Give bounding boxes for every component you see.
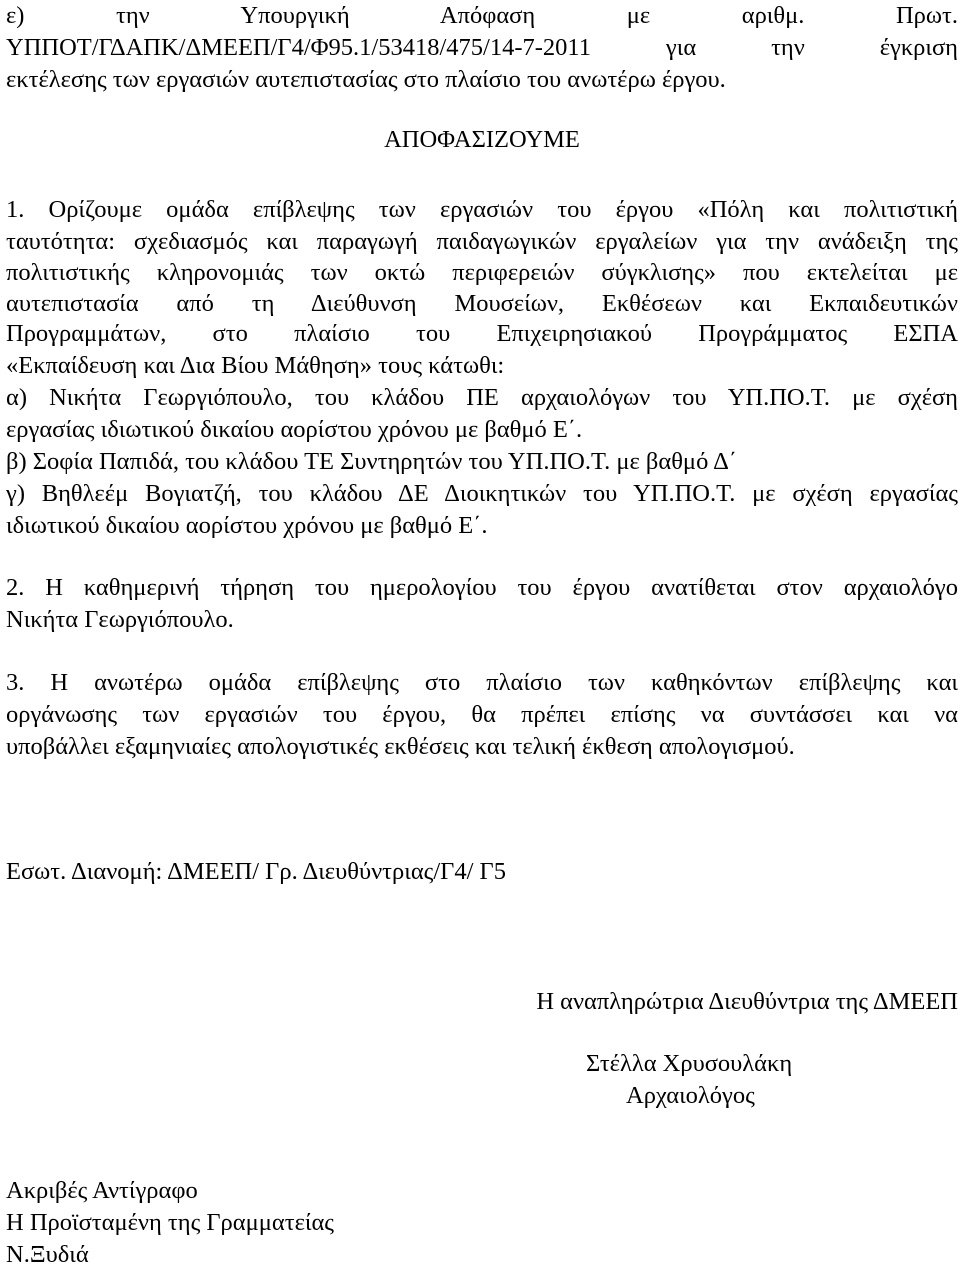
item1-line-9: β) Σοφία Παπιδά, του κλάδου ΤΕ Συντηρητών του ΥΠ.ΠΟ.Τ. με βαθμό Δ΄: [6, 448, 738, 475]
item1-line-4: αυτεπιστασία από τη Διεύθυνση Μουσείων, Εκθέσεων και Εκπαιδευτικών: [6, 290, 958, 317]
certification-line-3: Ν.Ξυδιά: [6, 1241, 89, 1268]
item2-line-2: Νικήτα Γεωργιόπουλο.: [6, 606, 234, 633]
item1-line-6: «Εκπαίδευση και Δια Βίου Μάθηση» τους κάτωθι:: [6, 352, 505, 379]
signature-name: Στέλλα Χρυσουλάκη: [586, 1050, 793, 1077]
internal-distribution: Εσωτ. Διανομή: ΔΜΕΕΠ/ Γρ. Διευθύντριας/Γ4/ Γ5: [6, 858, 506, 885]
item1-line-2: ταυτότητα: σχεδιασμός και παραγωγή παιδαγωγικών εργαλείων για την ανάδειξη της: [6, 228, 958, 255]
item1-line-5: Προγραμμάτων, στο πλαίσιο του Επιχειρησιακού Προγράμματος ΕΣΠΑ: [6, 320, 958, 347]
item1-line-10: γ) Βηθλεέμ Βογιατζή, του κλάδου ΔΕ Διοικητικών του ΥΠ.ΠΟ.Τ. με σχέση εργασίας: [6, 480, 958, 507]
decision-heading: ΑΠΟΦΑΣΙΖΟΥΜΕ: [384, 126, 580, 153]
decision-ref-line-3: εκτέλεσης των εργασιών αυτεπιστασίας στο πλαίσιο του ανωτέρω έργου.: [6, 66, 726, 93]
signature-role: Αρχαιολόγος: [626, 1082, 755, 1109]
item1-line-11: ιδιωτικού δικαίου αορίστου χρόνου με βαθμό Ε΄.: [6, 512, 488, 539]
item1-line-8: εργασίας ιδιωτικού δικαίου αορίστου χρόνου με βαθμό Ε΄.: [6, 416, 583, 443]
item3-line-2: οργάνωσης των εργασιών του έργου, θα πρέπει επίσης να συντάσσει και να: [6, 701, 958, 728]
item1-line-3: πολιτιστικής κληρονομιάς των οκτώ περιφερειών σύγκλισης» που εκτελείται με: [6, 259, 958, 286]
item2-line-1: 2. Η καθημερινή τήρηση του ημερολογίου του έργου ανατίθεται στον αρχαιολόγο: [6, 574, 958, 601]
certification-line-1: Ακριβές Αντίγραφο: [6, 1177, 198, 1204]
decision-ref-line-1: ε) την Υπουργική Απόφαση με αριθμ. Πρωτ.: [6, 2, 958, 29]
item1-line-1: 1. Ορίζουμε ομάδα επίβλεψης των εργασιών του έργου «Πόλη και πολιτιστική: [6, 196, 958, 223]
signature-title: Η αναπληρώτρια Διευθύντρια της ΔΜΕΕΠ: [536, 988, 958, 1015]
certification-line-2: Η Προϊσταμένη της Γραμματείας: [6, 1209, 334, 1236]
decision-ref-line-2: ΥΠΠΟΤ/ΓΔΑΠΚ/ΔΜΕΕΠ/Γ4/Φ95.1/53418/475/14-7-2011 για την έγκριση: [6, 34, 958, 61]
item1-line-7: α) Νικήτα Γεωργιόπουλο, του κλάδου ΠΕ αρχαιολόγων του ΥΠ.ΠΟ.Τ. με σχέση: [6, 384, 958, 411]
item3-line-3: υποβάλλει εξαμηνιαίες απολογιστικές εκθέσεις και τελική έκθεση απολογισμού.: [6, 733, 795, 760]
item3-line-1: 3. Η ανωτέρω ομάδα επίβλεψης στο πλαίσιο των καθηκόντων επίβλεψης και: [6, 669, 958, 696]
